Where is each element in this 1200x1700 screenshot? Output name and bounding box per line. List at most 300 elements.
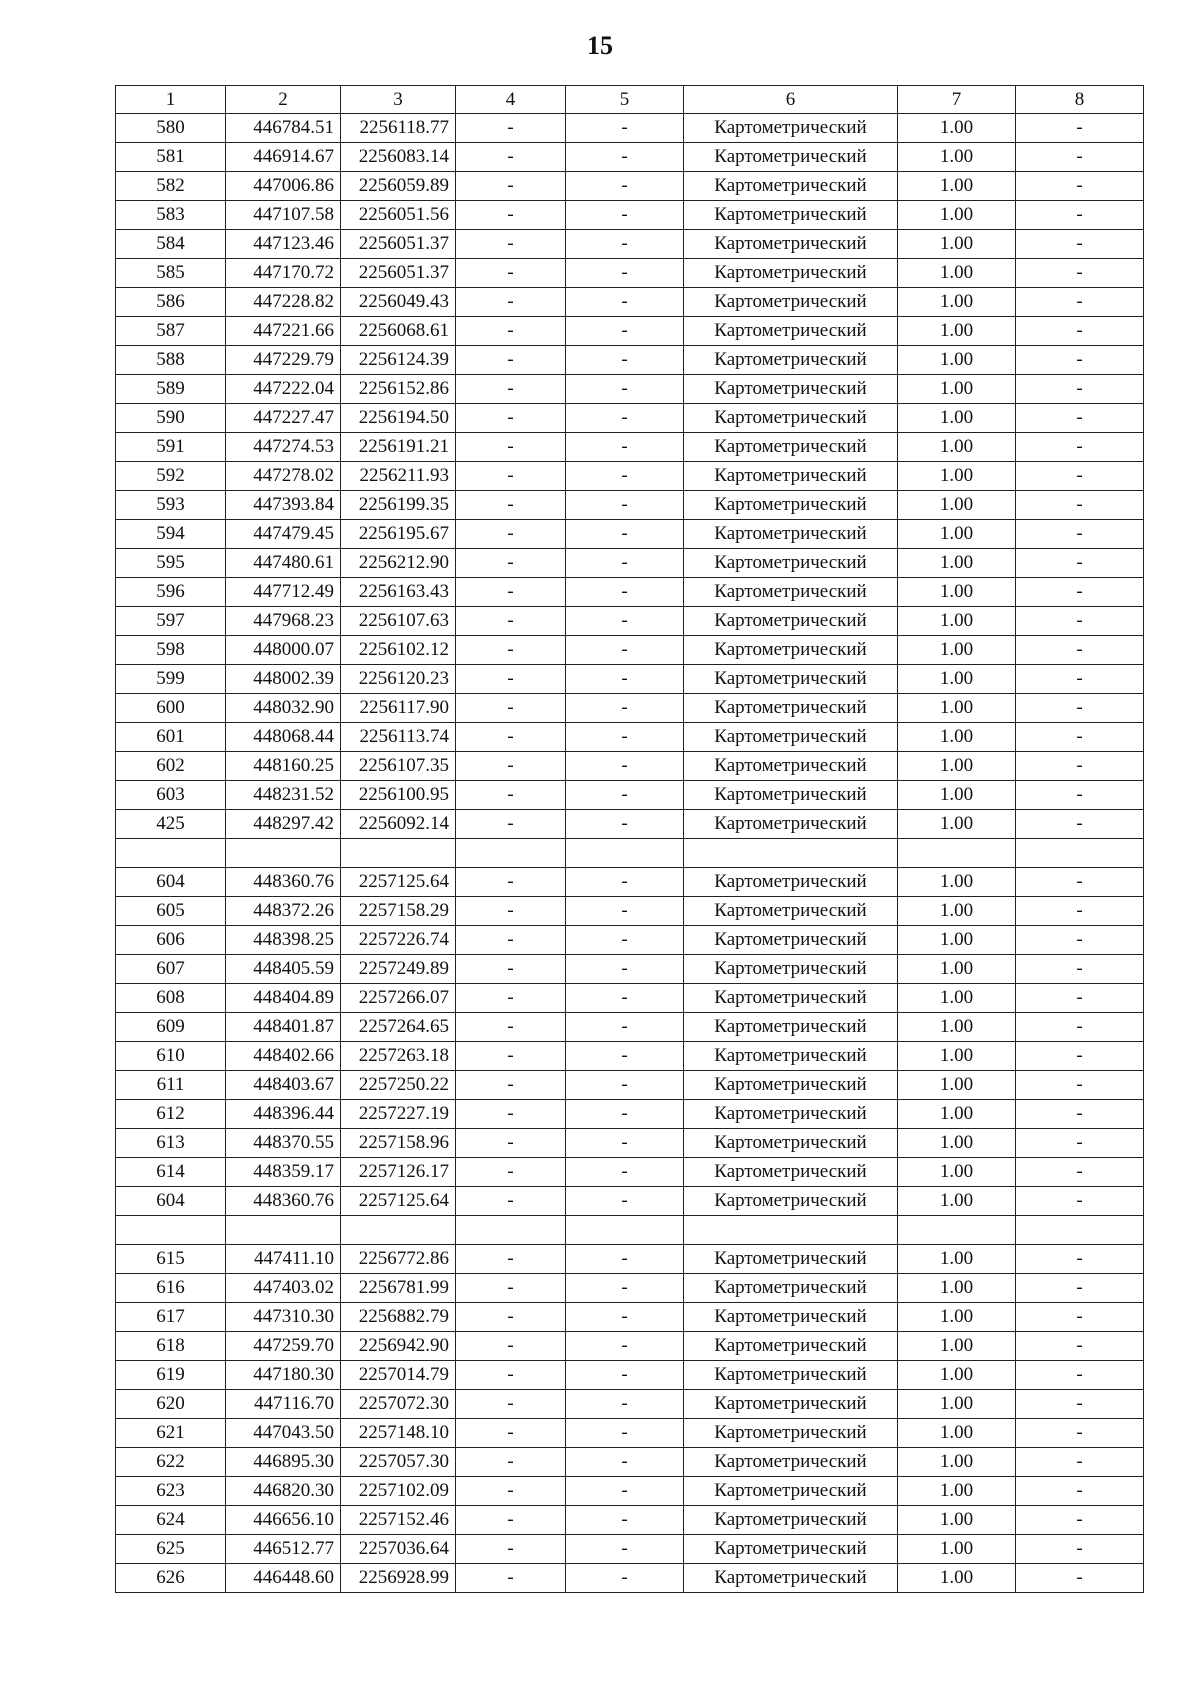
method-cell: Картометрический bbox=[684, 781, 898, 810]
col8-cell: - bbox=[1016, 1448, 1144, 1477]
x-coordinate-cell: 446914.67 bbox=[226, 143, 341, 172]
point-number-cell: 595 bbox=[116, 549, 226, 578]
method-cell: Картометрический bbox=[684, 375, 898, 404]
col4-cell: - bbox=[456, 1419, 566, 1448]
table-row bbox=[116, 288, 1144, 317]
y-coordinate-cell: 2257249.89 bbox=[341, 955, 456, 984]
y-coordinate-cell: 2256107.35 bbox=[341, 752, 456, 781]
method-cell: Картометрический bbox=[684, 723, 898, 752]
point-number-cell: 583 bbox=[116, 201, 226, 230]
x-coordinate-cell: 448404.89 bbox=[226, 984, 341, 1013]
method-cell: Картометрический bbox=[684, 346, 898, 375]
point-number-cell: 626 bbox=[116, 1564, 226, 1593]
x-coordinate-cell: 448396.44 bbox=[226, 1100, 341, 1129]
method-cell: Картометрический bbox=[684, 1129, 898, 1158]
method-cell: Картометрический bbox=[684, 607, 898, 636]
col5-cell: - bbox=[566, 259, 684, 288]
col5-cell: - bbox=[566, 288, 684, 317]
method-cell: Картометрический bbox=[684, 1361, 898, 1390]
point-number-cell: 580 bbox=[116, 114, 226, 143]
col8-cell: - bbox=[1016, 810, 1144, 839]
col8-cell: - bbox=[1016, 984, 1144, 1013]
point-number-cell: 591 bbox=[116, 433, 226, 462]
col5-cell: - bbox=[566, 607, 684, 636]
method-cell: Картометрический bbox=[684, 636, 898, 665]
accuracy-cell: 1.00 bbox=[898, 288, 1016, 317]
method-cell: Картометрический bbox=[684, 1071, 898, 1100]
y-coordinate-cell: 2256772.86 bbox=[341, 1245, 456, 1274]
method-cell: Картометрический bbox=[684, 984, 898, 1013]
col4-cell: - bbox=[456, 1303, 566, 1332]
x-coordinate-cell: 447222.04 bbox=[226, 375, 341, 404]
col4-cell: - bbox=[456, 433, 566, 462]
point-number-cell: 589 bbox=[116, 375, 226, 404]
col8-cell: - bbox=[1016, 491, 1144, 520]
y-coordinate-cell: 2256191.21 bbox=[341, 433, 456, 462]
x-coordinate-cell: 448405.59 bbox=[226, 955, 341, 984]
table-row bbox=[116, 1506, 1144, 1535]
col4-cell: - bbox=[456, 201, 566, 230]
column-header: 6 bbox=[684, 86, 898, 114]
col8-cell: - bbox=[1016, 1042, 1144, 1071]
y-coordinate-cell: 2257226.74 bbox=[341, 926, 456, 955]
x-coordinate-cell: 446448.60 bbox=[226, 1564, 341, 1593]
col8-cell: - bbox=[1016, 1535, 1144, 1564]
method-cell: Картометрический bbox=[684, 1564, 898, 1593]
col4-cell: - bbox=[456, 259, 566, 288]
empty-cell bbox=[1016, 839, 1144, 868]
table-row bbox=[116, 346, 1144, 375]
col8-cell: - bbox=[1016, 288, 1144, 317]
col8-cell: - bbox=[1016, 375, 1144, 404]
col8-cell: - bbox=[1016, 114, 1144, 143]
column-header: 4 bbox=[456, 86, 566, 114]
point-number-cell: 587 bbox=[116, 317, 226, 346]
col4-cell: - bbox=[456, 868, 566, 897]
accuracy-cell: 1.00 bbox=[898, 1477, 1016, 1506]
empty-cell bbox=[116, 1216, 226, 1245]
col5-cell: - bbox=[566, 897, 684, 926]
x-coordinate-cell: 447170.72 bbox=[226, 259, 341, 288]
point-number-cell: 598 bbox=[116, 636, 226, 665]
accuracy-cell: 1.00 bbox=[898, 1187, 1016, 1216]
column-header: 3 bbox=[341, 86, 456, 114]
method-cell: Картометрический bbox=[684, 1390, 898, 1419]
table-row bbox=[116, 1013, 1144, 1042]
point-number-cell: 581 bbox=[116, 143, 226, 172]
col8-cell: - bbox=[1016, 172, 1144, 201]
point-number-cell: 602 bbox=[116, 752, 226, 781]
col8-cell: - bbox=[1016, 317, 1144, 346]
col4-cell: - bbox=[456, 897, 566, 926]
col8-cell: - bbox=[1016, 1071, 1144, 1100]
point-number-cell: 624 bbox=[116, 1506, 226, 1535]
table-row bbox=[116, 230, 1144, 259]
accuracy-cell: 1.00 bbox=[898, 172, 1016, 201]
table-row bbox=[116, 636, 1144, 665]
col8-cell: - bbox=[1016, 723, 1144, 752]
col4-cell: - bbox=[456, 636, 566, 665]
accuracy-cell: 1.00 bbox=[898, 1245, 1016, 1274]
col8-cell: - bbox=[1016, 1332, 1144, 1361]
empty-cell bbox=[226, 1216, 341, 1245]
accuracy-cell: 1.00 bbox=[898, 1158, 1016, 1187]
accuracy-cell: 1.00 bbox=[898, 694, 1016, 723]
method-cell: Картометрический bbox=[684, 462, 898, 491]
col4-cell: - bbox=[456, 230, 566, 259]
table-row bbox=[116, 1448, 1144, 1477]
x-coordinate-cell: 448398.25 bbox=[226, 926, 341, 955]
col4-cell: - bbox=[456, 955, 566, 984]
col5-cell: - bbox=[566, 1274, 684, 1303]
col5-cell: - bbox=[566, 1361, 684, 1390]
method-cell: Картометрический bbox=[684, 1245, 898, 1274]
accuracy-cell: 1.00 bbox=[898, 1042, 1016, 1071]
empty-cell bbox=[684, 839, 898, 868]
x-coordinate-cell: 448002.39 bbox=[226, 665, 341, 694]
point-number-cell: 623 bbox=[116, 1477, 226, 1506]
x-coordinate-cell: 447116.70 bbox=[226, 1390, 341, 1419]
col8-cell: - bbox=[1016, 636, 1144, 665]
col8-cell: - bbox=[1016, 1187, 1144, 1216]
col4-cell: - bbox=[456, 1332, 566, 1361]
point-number-cell: 605 bbox=[116, 897, 226, 926]
accuracy-cell: 1.00 bbox=[898, 636, 1016, 665]
col5-cell: - bbox=[566, 926, 684, 955]
x-coordinate-cell: 446512.77 bbox=[226, 1535, 341, 1564]
method-cell: Картометрический bbox=[684, 1158, 898, 1187]
col5-cell: - bbox=[566, 955, 684, 984]
method-cell: Картометрический bbox=[684, 1448, 898, 1477]
table-row bbox=[116, 752, 1144, 781]
y-coordinate-cell: 2256117.90 bbox=[341, 694, 456, 723]
col5-cell: - bbox=[566, 375, 684, 404]
col5-cell: - bbox=[566, 665, 684, 694]
point-number-cell: 616 bbox=[116, 1274, 226, 1303]
method-cell: Картометрический bbox=[684, 578, 898, 607]
point-number-cell: 614 bbox=[116, 1158, 226, 1187]
col8-cell: - bbox=[1016, 607, 1144, 636]
method-cell: Картометрический bbox=[684, 114, 898, 143]
y-coordinate-cell: 2256051.56 bbox=[341, 201, 456, 230]
accuracy-cell: 1.00 bbox=[898, 230, 1016, 259]
table-row bbox=[116, 1129, 1144, 1158]
column-header: 7 bbox=[898, 86, 1016, 114]
col4-cell: - bbox=[456, 1042, 566, 1071]
empty-cell bbox=[898, 839, 1016, 868]
point-number-cell: 586 bbox=[116, 288, 226, 317]
col8-cell: - bbox=[1016, 230, 1144, 259]
x-coordinate-cell: 447229.79 bbox=[226, 346, 341, 375]
table-body bbox=[116, 114, 1144, 1593]
x-coordinate-cell: 446784.51 bbox=[226, 114, 341, 143]
point-number-cell: 609 bbox=[116, 1013, 226, 1042]
point-number-cell: 582 bbox=[116, 172, 226, 201]
col4-cell: - bbox=[456, 1535, 566, 1564]
accuracy-cell: 1.00 bbox=[898, 926, 1016, 955]
col8-cell: - bbox=[1016, 404, 1144, 433]
col5-cell: - bbox=[566, 404, 684, 433]
table-row bbox=[116, 926, 1144, 955]
col5-cell: - bbox=[566, 549, 684, 578]
accuracy-cell: 1.00 bbox=[898, 723, 1016, 752]
table-row bbox=[116, 578, 1144, 607]
point-number-cell: 590 bbox=[116, 404, 226, 433]
method-cell: Картометрический bbox=[684, 259, 898, 288]
col4-cell: - bbox=[456, 1390, 566, 1419]
y-coordinate-cell: 2257072.30 bbox=[341, 1390, 456, 1419]
column-header: 1 bbox=[116, 86, 226, 114]
col4-cell: - bbox=[456, 1506, 566, 1535]
y-coordinate-cell: 2257158.29 bbox=[341, 897, 456, 926]
point-number-cell: 620 bbox=[116, 1390, 226, 1419]
col5-cell: - bbox=[566, 694, 684, 723]
point-number-cell: 606 bbox=[116, 926, 226, 955]
col5-cell: - bbox=[566, 1158, 684, 1187]
x-coordinate-cell: 447043.50 bbox=[226, 1419, 341, 1448]
point-number-cell: 617 bbox=[116, 1303, 226, 1332]
y-coordinate-cell: 2257057.30 bbox=[341, 1448, 456, 1477]
col4-cell: - bbox=[456, 462, 566, 491]
y-coordinate-cell: 2256928.99 bbox=[341, 1564, 456, 1593]
method-cell: Картометрический bbox=[684, 752, 898, 781]
empty-cell bbox=[226, 839, 341, 868]
method-cell: Картометрический bbox=[684, 810, 898, 839]
accuracy-cell: 1.00 bbox=[898, 375, 1016, 404]
col5-cell: - bbox=[566, 491, 684, 520]
col4-cell: - bbox=[456, 1274, 566, 1303]
y-coordinate-cell: 2256113.74 bbox=[341, 723, 456, 752]
y-coordinate-cell: 2257266.07 bbox=[341, 984, 456, 1013]
y-coordinate-cell: 2256051.37 bbox=[341, 230, 456, 259]
point-number-cell: 619 bbox=[116, 1361, 226, 1390]
point-number-cell: 593 bbox=[116, 491, 226, 520]
x-coordinate-cell: 448401.87 bbox=[226, 1013, 341, 1042]
col5-cell: - bbox=[566, 1303, 684, 1332]
method-cell: Картометрический bbox=[684, 491, 898, 520]
col5-cell: - bbox=[566, 114, 684, 143]
y-coordinate-cell: 2256092.14 bbox=[341, 810, 456, 839]
point-number-cell: 611 bbox=[116, 1071, 226, 1100]
col4-cell: - bbox=[456, 723, 566, 752]
y-coordinate-cell: 2257148.10 bbox=[341, 1419, 456, 1448]
table-row bbox=[116, 1303, 1144, 1332]
col8-cell: - bbox=[1016, 578, 1144, 607]
table-row bbox=[116, 1535, 1144, 1564]
accuracy-cell: 1.00 bbox=[898, 433, 1016, 462]
col4-cell: - bbox=[456, 288, 566, 317]
table-row bbox=[116, 1419, 1144, 1448]
y-coordinate-cell: 2256195.67 bbox=[341, 520, 456, 549]
accuracy-cell: 1.00 bbox=[898, 1100, 1016, 1129]
empty-cell bbox=[456, 1216, 566, 1245]
y-coordinate-cell: 2256211.93 bbox=[341, 462, 456, 491]
col8-cell: - bbox=[1016, 346, 1144, 375]
col4-cell: - bbox=[456, 810, 566, 839]
accuracy-cell: 1.00 bbox=[898, 810, 1016, 839]
col4-cell: - bbox=[456, 607, 566, 636]
x-coordinate-cell: 446895.30 bbox=[226, 1448, 341, 1477]
col5-cell: - bbox=[566, 752, 684, 781]
col8-cell: - bbox=[1016, 926, 1144, 955]
x-coordinate-cell: 448032.90 bbox=[226, 694, 341, 723]
col8-cell: - bbox=[1016, 1129, 1144, 1158]
x-coordinate-cell: 447393.84 bbox=[226, 491, 341, 520]
empty-cell bbox=[684, 1216, 898, 1245]
y-coordinate-cell: 2256100.95 bbox=[341, 781, 456, 810]
col8-cell: - bbox=[1016, 520, 1144, 549]
table-row bbox=[116, 1042, 1144, 1071]
method-cell: Картометрический bbox=[684, 1303, 898, 1332]
method-cell: Картометрический bbox=[684, 317, 898, 346]
accuracy-cell: 1.00 bbox=[898, 1013, 1016, 1042]
col4-cell: - bbox=[456, 781, 566, 810]
accuracy-cell: 1.00 bbox=[898, 955, 1016, 984]
col4-cell: - bbox=[456, 665, 566, 694]
column-header: 8 bbox=[1016, 86, 1144, 114]
x-coordinate-cell: 447968.23 bbox=[226, 607, 341, 636]
y-coordinate-cell: 2257126.17 bbox=[341, 1158, 456, 1187]
col4-cell: - bbox=[456, 1013, 566, 1042]
x-coordinate-cell: 448160.25 bbox=[226, 752, 341, 781]
col5-cell: - bbox=[566, 1100, 684, 1129]
accuracy-cell: 1.00 bbox=[898, 1535, 1016, 1564]
x-coordinate-cell: 447278.02 bbox=[226, 462, 341, 491]
table-row bbox=[116, 375, 1144, 404]
y-coordinate-cell: 2257014.79 bbox=[341, 1361, 456, 1390]
y-coordinate-cell: 2256120.23 bbox=[341, 665, 456, 694]
method-cell: Картометрический bbox=[684, 897, 898, 926]
x-coordinate-cell: 447310.30 bbox=[226, 1303, 341, 1332]
group-separator-row bbox=[116, 839, 1144, 868]
table-row bbox=[116, 114, 1144, 143]
col4-cell: - bbox=[456, 346, 566, 375]
accuracy-cell: 1.00 bbox=[898, 607, 1016, 636]
table-row bbox=[116, 143, 1144, 172]
point-number-cell: 612 bbox=[116, 1100, 226, 1129]
y-coordinate-cell: 2256194.50 bbox=[341, 404, 456, 433]
col4-cell: - bbox=[456, 1100, 566, 1129]
method-cell: Картометрический bbox=[684, 694, 898, 723]
point-number-cell: 596 bbox=[116, 578, 226, 607]
x-coordinate-cell: 448402.66 bbox=[226, 1042, 341, 1071]
table-row bbox=[116, 1071, 1144, 1100]
col8-cell: - bbox=[1016, 1419, 1144, 1448]
x-coordinate-cell: 447274.53 bbox=[226, 433, 341, 462]
method-cell: Картометрический bbox=[684, 433, 898, 462]
x-coordinate-cell: 448068.44 bbox=[226, 723, 341, 752]
col4-cell: - bbox=[456, 520, 566, 549]
point-number-cell: 604 bbox=[116, 1187, 226, 1216]
col4-cell: - bbox=[456, 926, 566, 955]
y-coordinate-cell: 2256124.39 bbox=[341, 346, 456, 375]
table-row bbox=[116, 317, 1144, 346]
table-row bbox=[116, 1361, 1144, 1390]
table-row bbox=[116, 607, 1144, 636]
method-cell: Картометрический bbox=[684, 955, 898, 984]
point-number-cell: 425 bbox=[116, 810, 226, 839]
col5-cell: - bbox=[566, 636, 684, 665]
y-coordinate-cell: 2257152.46 bbox=[341, 1506, 456, 1535]
empty-cell bbox=[456, 839, 566, 868]
x-coordinate-cell: 447006.86 bbox=[226, 172, 341, 201]
col4-cell: - bbox=[456, 1129, 566, 1158]
accuracy-cell: 1.00 bbox=[898, 404, 1016, 433]
col8-cell: - bbox=[1016, 1303, 1144, 1332]
col8-cell: - bbox=[1016, 259, 1144, 288]
x-coordinate-cell: 448231.52 bbox=[226, 781, 341, 810]
col5-cell: - bbox=[566, 868, 684, 897]
x-coordinate-cell: 448000.07 bbox=[226, 636, 341, 665]
table-row bbox=[116, 404, 1144, 433]
x-coordinate-cell: 448370.55 bbox=[226, 1129, 341, 1158]
x-coordinate-cell: 447480.61 bbox=[226, 549, 341, 578]
y-coordinate-cell: 2256049.43 bbox=[341, 288, 456, 317]
table-row bbox=[116, 1274, 1144, 1303]
col5-cell: - bbox=[566, 1477, 684, 1506]
col5-cell: - bbox=[566, 1245, 684, 1274]
point-number-cell: 610 bbox=[116, 1042, 226, 1071]
method-cell: Картометрический bbox=[684, 172, 898, 201]
accuracy-cell: 1.00 bbox=[898, 781, 1016, 810]
point-number-cell: 615 bbox=[116, 1245, 226, 1274]
point-number-cell: 584 bbox=[116, 230, 226, 259]
col8-cell: - bbox=[1016, 462, 1144, 491]
point-number-cell: 604 bbox=[116, 868, 226, 897]
col4-cell: - bbox=[456, 491, 566, 520]
y-coordinate-cell: 2256102.12 bbox=[341, 636, 456, 665]
y-coordinate-cell: 2256781.99 bbox=[341, 1274, 456, 1303]
col5-cell: - bbox=[566, 433, 684, 462]
col5-cell: - bbox=[566, 143, 684, 172]
y-coordinate-cell: 2256107.63 bbox=[341, 607, 456, 636]
col8-cell: - bbox=[1016, 143, 1144, 172]
table-row bbox=[116, 1564, 1144, 1593]
page-number: 15 bbox=[587, 31, 613, 60]
col8-cell: - bbox=[1016, 433, 1144, 462]
point-number-cell: 597 bbox=[116, 607, 226, 636]
y-coordinate-cell: 2257036.64 bbox=[341, 1535, 456, 1564]
col5-cell: - bbox=[566, 723, 684, 752]
empty-cell bbox=[341, 1216, 456, 1245]
table-row bbox=[116, 665, 1144, 694]
accuracy-cell: 1.00 bbox=[898, 520, 1016, 549]
accuracy-cell: 1.00 bbox=[898, 1361, 1016, 1390]
accuracy-cell: 1.00 bbox=[898, 259, 1016, 288]
y-coordinate-cell: 2256882.79 bbox=[341, 1303, 456, 1332]
col4-cell: - bbox=[456, 694, 566, 723]
y-coordinate-cell: 2256212.90 bbox=[341, 549, 456, 578]
point-number-cell: 622 bbox=[116, 1448, 226, 1477]
y-coordinate-cell: 2256068.61 bbox=[341, 317, 456, 346]
table-row bbox=[116, 1100, 1144, 1129]
table-row bbox=[116, 462, 1144, 491]
col5-cell: - bbox=[566, 984, 684, 1013]
y-coordinate-cell: 2257227.19 bbox=[341, 1100, 456, 1129]
table-row bbox=[116, 781, 1144, 810]
col8-cell: - bbox=[1016, 1361, 1144, 1390]
y-coordinate-cell: 2257125.64 bbox=[341, 868, 456, 897]
table-row bbox=[116, 897, 1144, 926]
table-row bbox=[116, 984, 1144, 1013]
method-cell: Картометрический bbox=[684, 1042, 898, 1071]
accuracy-cell: 1.00 bbox=[898, 549, 1016, 578]
col5-cell: - bbox=[566, 1013, 684, 1042]
y-coordinate-cell: 2257125.64 bbox=[341, 1187, 456, 1216]
table-header-row bbox=[116, 86, 1144, 114]
col5-cell: - bbox=[566, 1187, 684, 1216]
accuracy-cell: 1.00 bbox=[898, 1303, 1016, 1332]
